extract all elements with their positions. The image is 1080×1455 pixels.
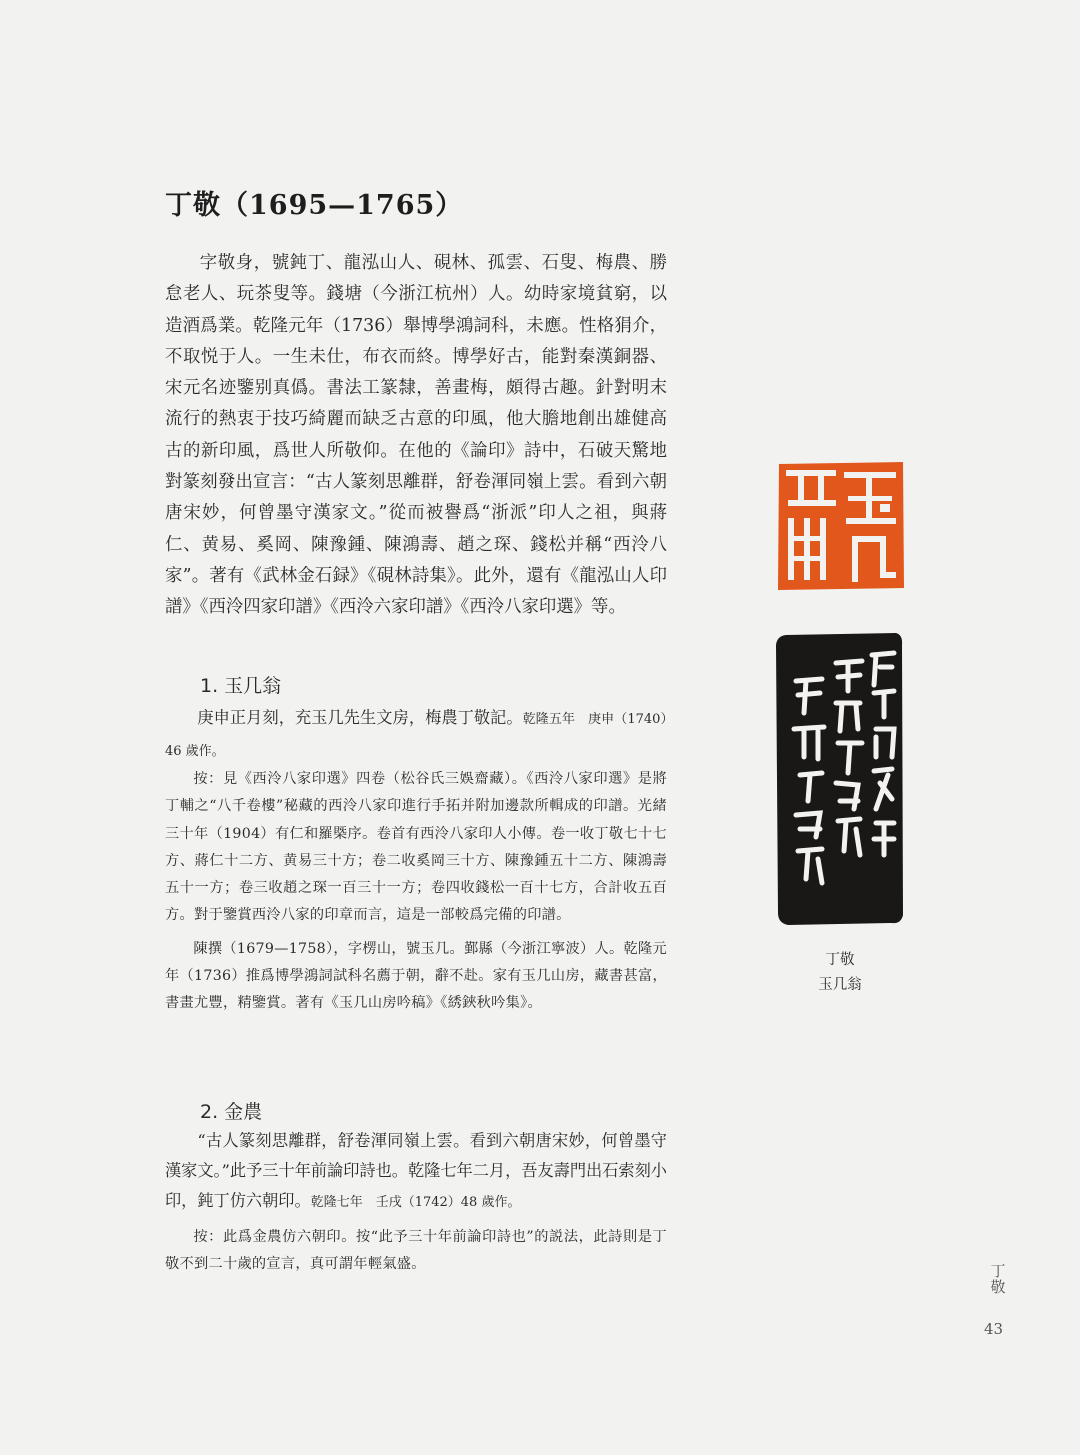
section-1-notes [165, 766, 667, 1024]
section-heading-1: 1. 玉几翁 [200, 675, 282, 697]
seal-impression-red [776, 460, 906, 592]
figure-caption [790, 948, 890, 998]
section-1-inscription [165, 703, 667, 767]
page-number: 43 [984, 1320, 1004, 1338]
note-paragraph: 陳撰（1679—1758），字楞山，號玉几。鄞縣（今浙江寧波）人。乾隆元年（1736）推爲博學鴻詞試科名薦于朝，辭不赴。家有玉几山房，藏書甚富，書畫尤豐，精鑒賞。著有《玉几山房吟稿》《綉鋏秋吟集》。 [165, 940, 667, 1012]
inscription-date: 乾隆五年 庚申（1740）46 歲作。 [165, 712, 667, 759]
note-paragraph: 按：見《西泠八家印選》四卷（松谷氏三娛齋藏）。《西泠八家印選》是將丁輔之“八千卷樓”秘藏的西泠八家印進行手拓并附加邊款所輯成的印譜。光緒三十年（1904）有仁和羅槩序。卷首有西泠八家印人小傳。卷一收丁敬七十七方、蔣仁十二方、黄易三十方；卷二收奚岡三十方、陳豫鍾五十二方、陳鴻壽五十一方；卷三收趙之琛一百三十一方；卷四收錢松一百十七方，合計收五百方。對于鑒賞西泠八家的印章而言，這是一部較爲完備的印譜。 [165, 771, 667, 924]
page-title: 丁敬（1695—1765） [165, 190, 464, 221]
inscription-text: “古人篆刻思離群，舒卷渾同嶺上雲。看到六朝唐宋妙，何曾墨守漢家文。”此予三十年前論印詩也。乾隆七年二月，吾友壽門出石索刻小印，鈍丁仿六朝印。 [165, 1131, 667, 1210]
biography [165, 248, 667, 624]
inscription-date: 乾隆七年 壬戌（1742）48 歲作。 [310, 1195, 521, 1210]
figure-caption-title: 玉几翁 [818, 977, 862, 993]
section-heading-2: 2. 金農 [200, 1101, 263, 1123]
note-paragraph: 按：此爲金農仿六朝印。按“此予三十年前論印詩也”的説法，此詩則是丁敬不到二十歲的宣言，真可謂年輕氣盛。 [165, 1229, 667, 1273]
section-2-notes [165, 1224, 667, 1285]
seal-inscription-rubbing [776, 633, 904, 925]
figure-caption-artist: 丁敬 [825, 952, 855, 968]
inscription-text: 庚申正月刻，充玉几先生文房，梅農丁敬記。 [197, 708, 523, 727]
section-2-inscription [165, 1126, 667, 1218]
running-head: 丁敬 [990, 1262, 1006, 1296]
biography-text: 字敬身，號鈍丁、龍泓山人、硯林、孤雲、石叟、梅農、勝怠老人、玩茶叟等。錢塘（今浙江杭州）人。幼時家境貧窮，以造酒爲業。乾隆元年（1736）舉博學鴻詞科，未應。性格狷介，不取悦于人。一生未仕，布衣而終。博學好古，能對秦漢銅器、宋元名迹鑒别真僞。書法工篆隸，善畫梅，頗得古趣。針對明末流行的熱衷于技巧綺麗而缺乏古意的印風，他大膽地創出雄健高古的新印風，爲世人所敬仰。在他的《論印》詩中，石破天驚地對篆刻發出宣言：“古人篆刻思離群，舒卷渾同嶺上雲。看到六朝唐宋妙，何曾墨守漢家文。”從而被譽爲“浙派”印人之祖，與蔣仁、黄易、奚岡、陳豫鍾、陳鴻壽、趙之琛、錢松并稱“西泠八家”。著有《武林金石録》《硯林詩集》。此外，還有《龍泓山人印譜》《西泠四家印譜》《西泠六家印譜》《西泠八家印選》等。 [165, 253, 667, 618]
